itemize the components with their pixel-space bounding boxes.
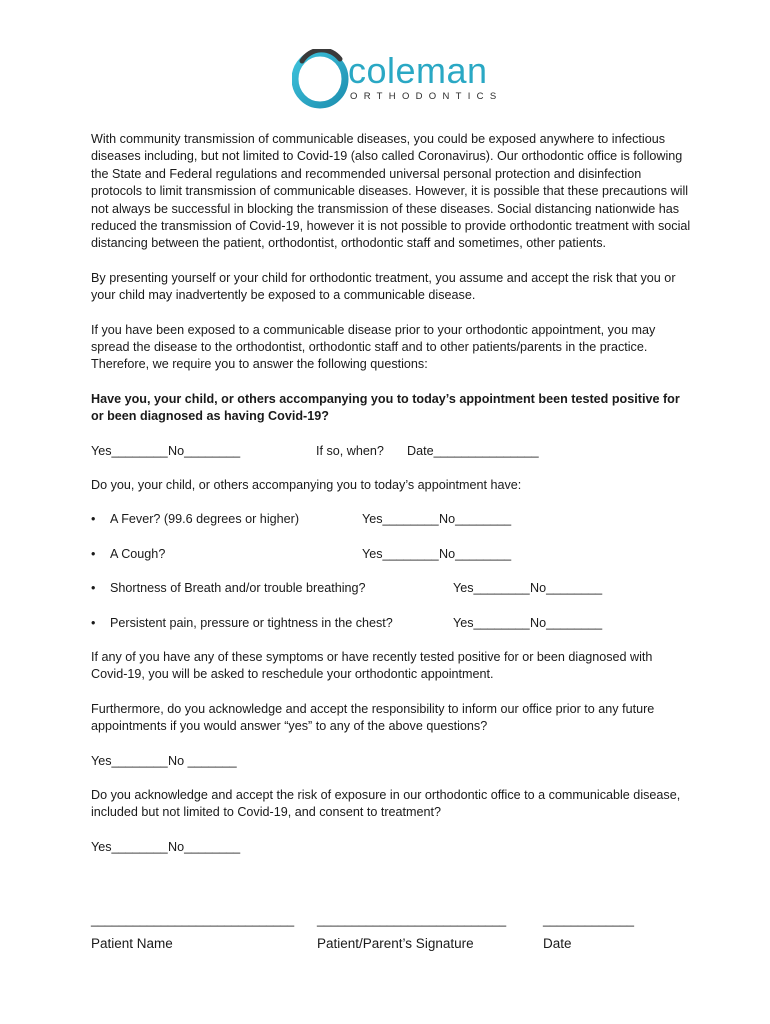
symptom-yes-field[interactable]: Yes________ — [453, 581, 530, 596]
reschedule-paragraph: If any of you have any of these symptoms or have recently tested positive for or been diagnosed with Covid-19, you will be asked to reschedule your orthodontic appointment. — [91, 650, 653, 682]
consent-no-field[interactable]: No________ — [168, 839, 241, 854]
inform-answer-row — [91, 753, 691, 770]
risk-paragraph: By presenting yourself or your child for orthodontic treatment, you assume and accept the risk that you or your child may inadvertently be exposed to a communicable disease. — [91, 270, 676, 303]
bullet-icon: • — [91, 512, 96, 527]
logo-subtitle: ORTHODONTICS — [350, 91, 503, 102]
bullet-icon: • — [91, 581, 96, 596]
symptom-row-cough — [91, 546, 691, 563]
symptom-yes-field[interactable]: Yes________ — [362, 546, 439, 561]
patient-name-line[interactable]: _____________________________ — [91, 913, 295, 927]
signature-label: Patient/Parent’s Signature — [317, 936, 474, 951]
symptom-no-field[interactable]: No________ — [439, 512, 512, 527]
inform-no-field[interactable]: No _______ — [168, 753, 237, 768]
tested-no-field[interactable]: No________ — [168, 443, 241, 458]
logo-wordmark: coleman — [348, 50, 488, 91]
signature-line[interactable]: ___________________________ — [317, 913, 507, 927]
symptom-row-breath — [91, 580, 691, 597]
consent-answer-row — [91, 839, 691, 856]
tested-question: Have you, your child, or others accompanying you to today’s appointment been tested positive for or been diagnosed as having Covid-19? — [91, 391, 680, 424]
bullet-icon: • — [91, 615, 96, 630]
symptom-label: Shortness of Breath and/or trouble breathing? — [110, 581, 366, 596]
tested-answer-row — [91, 443, 691, 460]
symptom-label: Persistent pain, pressure or tightness in the chest? — [110, 615, 393, 630]
tested-date-field[interactable]: Date_______________ — [407, 443, 539, 458]
symptom-no-field[interactable]: No________ — [530, 581, 603, 596]
patient-name-label: Patient Name — [91, 936, 173, 951]
symptom-row-fever — [91, 511, 691, 528]
symptom-no-field[interactable]: No________ — [439, 546, 512, 561]
date-label: Date — [543, 936, 572, 951]
symptoms-intro: Do you, your child, or others accompanying you to today’s appointment have: — [91, 478, 522, 493]
tested-if-so-label: If so, when? — [316, 443, 384, 458]
symptom-label: A Fever? (99.6 degrees or higher) — [110, 512, 300, 527]
exposure-paragraph: If you have been exposed to a communicable disease prior to your orthodontic appointment, you may spread the disease to the orthodontist, orthodontic staff and to other patients/parents in the practice. Therefore, we require you to answer the following questions: — [91, 322, 656, 372]
inform-yes-field[interactable]: Yes________ — [91, 753, 168, 768]
symptom-yes-field[interactable]: Yes________ — [362, 512, 439, 527]
form-content — [91, 131, 691, 856]
consent-question: Do you acknowledge and accept the risk of exposure in our orthodontic office to a communicable disease, included but not limited to Covid-19, and consent to treatment? — [91, 788, 681, 820]
symptom-row-chest — [91, 615, 691, 632]
bullet-icon: • — [91, 546, 96, 561]
consent-yes-field[interactable]: Yes________ — [91, 839, 168, 854]
intro-paragraph: With community transmission of communicable diseases, you could be exposed anywhere to infectious diseases including, but not limited to Covid-19 (also called Coronavirus). Our orthodontic office is following the State and Federal regulations and recommended universal personal protection and disinfection protocols to limit transmission of communicable diseases. However, it is possible that these precautions will not always be successful in blocking the transmission of these diseases. Social distancing nationwide has reduced the transmission of Covid-19, however it is not possible to provide orthodontic treatment with social distancing between the patient, orthodontist, orthodontic staff and sometimes, other patients. — [91, 132, 691, 251]
date-line[interactable]: _____________ — [543, 913, 635, 927]
symptom-yes-field[interactable]: Yes________ — [453, 615, 530, 630]
tested-yes-field[interactable]: Yes________ — [91, 443, 168, 458]
coleman-logo — [292, 49, 503, 109]
inform-question: Furthermore, do you acknowledge and accept the responsibility to inform our office prior to any future appointments if you would answer “yes” to any of the above questions? — [91, 701, 655, 734]
symptom-no-field[interactable]: No________ — [530, 615, 603, 630]
logo-swirl-icon — [292, 49, 350, 109]
symptom-label: A Cough? — [110, 546, 166, 561]
